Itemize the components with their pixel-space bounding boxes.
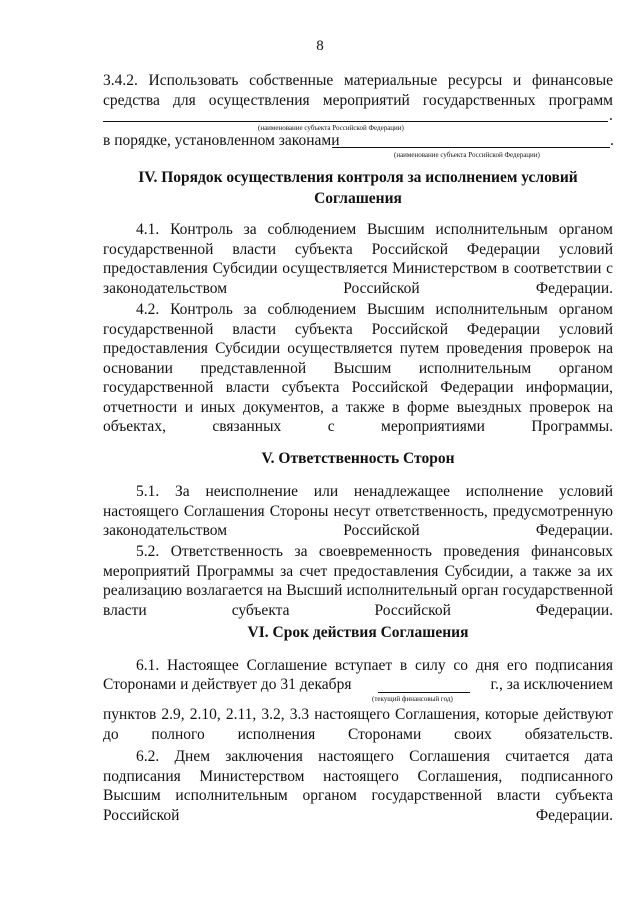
blank-line-subject-name	[103, 121, 608, 122]
clause-6-1-rest: пунктов 2.9, 2.10, 2.11, 3.2, 3.3 настоящего Соглашения, которые действуют до полного исполнения Сторонами своих обязательств.	[103, 706, 613, 743]
section-6-title: VI. Срок действия Соглашения	[247, 624, 469, 641]
clause-6-2: 6.2. Днем заключения настоящего Соглашения считается дата подписания Министерством настоящего Соглашения, подписанного Высшим исполнительным органом государственной власти субъекта Российской Федерации.	[103, 748, 613, 824]
clause-5-1: 5.1. За неисполнение или ненадлежащее исполнение условий настоящего Соглашения Стороны несут ответственность, предусмотренную законодательством Российской Федерации.	[103, 483, 613, 539]
blank-line-year	[378, 692, 470, 693]
clause-6-1-line2-end: г., за исключением	[490, 676, 613, 693]
page-number: 8	[316, 38, 324, 54]
clause-3-4-2-line2: средства для осуществления мероприятий государственных программ	[103, 92, 613, 109]
caption-current-fiscal-year: (текущий финансовый год)	[372, 695, 453, 703]
clause-3-4-2-order-text: в порядке, установленном законами	[103, 132, 340, 149]
caption-subject-name-1: (наименование субъекта Российской Федерации)	[258, 124, 404, 132]
clause-5-2: 5.2. Ответственность за своевременность проведения финансовых мероприятий Программы за счет предоставления Субсидии, а также за их реализацию возлагается на Высший исполнительный орган государственной власти субъекта Российской Федерации.	[103, 543, 613, 619]
period-1: .	[609, 107, 613, 124]
section-4-title: IV. Порядок осуществления контроля за исполнением условий Соглашения	[138, 169, 578, 207]
section-5-title: V. Ответственность Сторон	[261, 450, 455, 467]
clause-3-4-2-line1: 3.4.2. Использовать собственные материальные ресурсы и финансовые	[103, 72, 613, 89]
clause-4-2: 4.2. Контроль за соблюдением Высшим исполнительным органом государственной власти субъекта Российской Федерации условий предоставления Субсидии осуществляется путем проведения проверок на основании представленной Высшим исполнительным органом государственной власти субъекта Российской Федерации информации, отчетности и иных документов, а также в форме выездных проверок на объектах, связанных с мероприятиями Программы.	[103, 301, 613, 435]
clause-4-1: 4.1. Контроль за соблюдением Высшим исполнительным органом государственной власти субъекта Российской Федерации условий предоставления Субсидии осуществляется Министерством в соответствии с законодательством Российской Федерации.	[103, 221, 613, 297]
clause-6-1-line2-start: Сторонами и действует до 31 декабря	[103, 676, 352, 693]
period-2: .	[610, 132, 614, 149]
caption-subject-name-2: (наименование субъекта Российской Федерации)	[394, 151, 540, 159]
clause-6-1-line1: 6.1. Настоящее Соглашение вступает в силу со дня его подписания	[136, 657, 613, 674]
blank-line-laws	[332, 147, 610, 148]
